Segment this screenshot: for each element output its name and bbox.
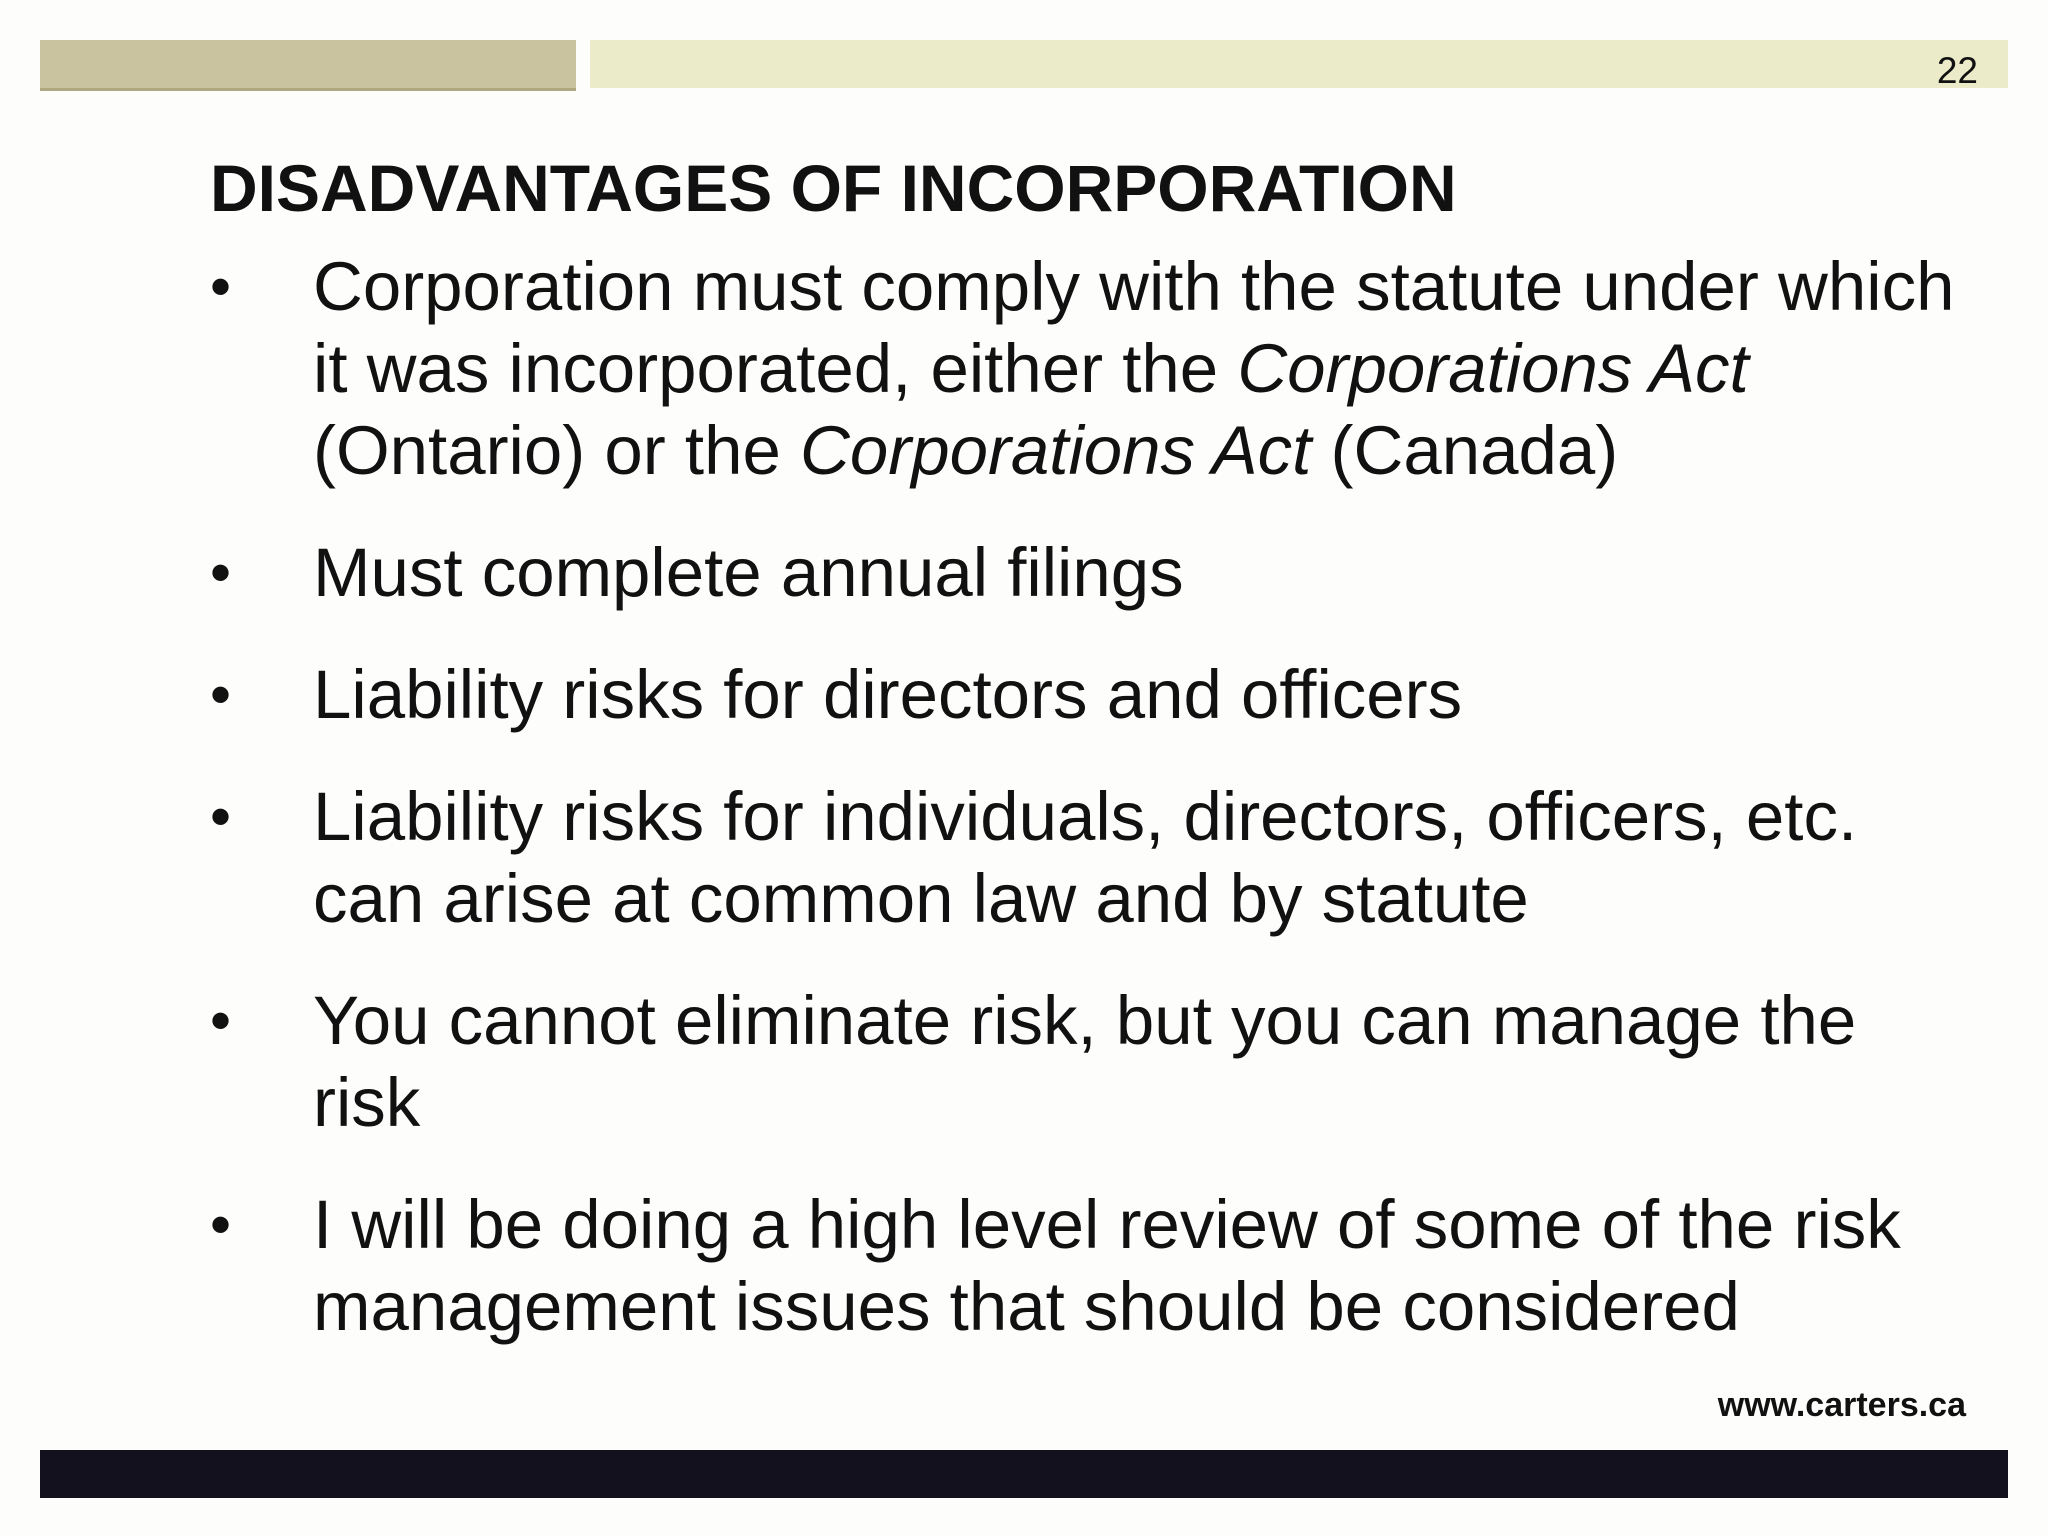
bullet-item-statute [210,246,1970,492]
footer-website-link[interactable]: www.carters.ca [1717,1386,1966,1424]
bullet-item-director-liability [210,654,1970,736]
bullet-icon: • [210,783,232,850]
bullet-icon: • [210,1191,232,1258]
bullet-item-manage-risk [210,980,1970,1144]
statute-name-ontario: Corporations Act [1237,330,1749,407]
page-number: 22 [1936,50,1978,91]
bullet-icon: • [210,539,232,606]
bullet-list [210,246,1970,1388]
header-bar-right [590,40,2008,88]
slide-title: DISADVANTAGES OF INCORPORATION [210,151,1457,225]
footer-bar [40,1450,2008,1498]
bullet-item-annual-filings [210,532,1970,614]
bullet-text: Liability risks for individuals, directors, officers, etc. can arise at common law and by statute [313,778,1858,937]
bullet-text: You cannot eliminate risk, but you can manage the risk [313,982,1857,1141]
bullet-icon: • [210,987,232,1054]
bullet-icon: • [210,661,232,728]
bullet-text: Liability risks for directors and officers [313,656,1463,733]
bullet-text-part: (Canada) [1311,412,1619,489]
header-bar-left [40,40,576,91]
bullet-icon: • [210,253,232,320]
statute-name-canada: Corporations Act [800,412,1312,489]
bullet-text: I will be doing a high level review of some of the risk management issues that should be considered [313,1186,1901,1345]
bullet-item-review [210,1184,1970,1348]
bullet-item-common-law-liability [210,776,1970,940]
bullet-text-part: (Ontario) or the [313,412,801,489]
bullet-text-part: Corporation must comply with the statute under which it was incorporated, either the [313,248,1955,407]
bullet-text: Must complete annual filings [313,534,1184,611]
